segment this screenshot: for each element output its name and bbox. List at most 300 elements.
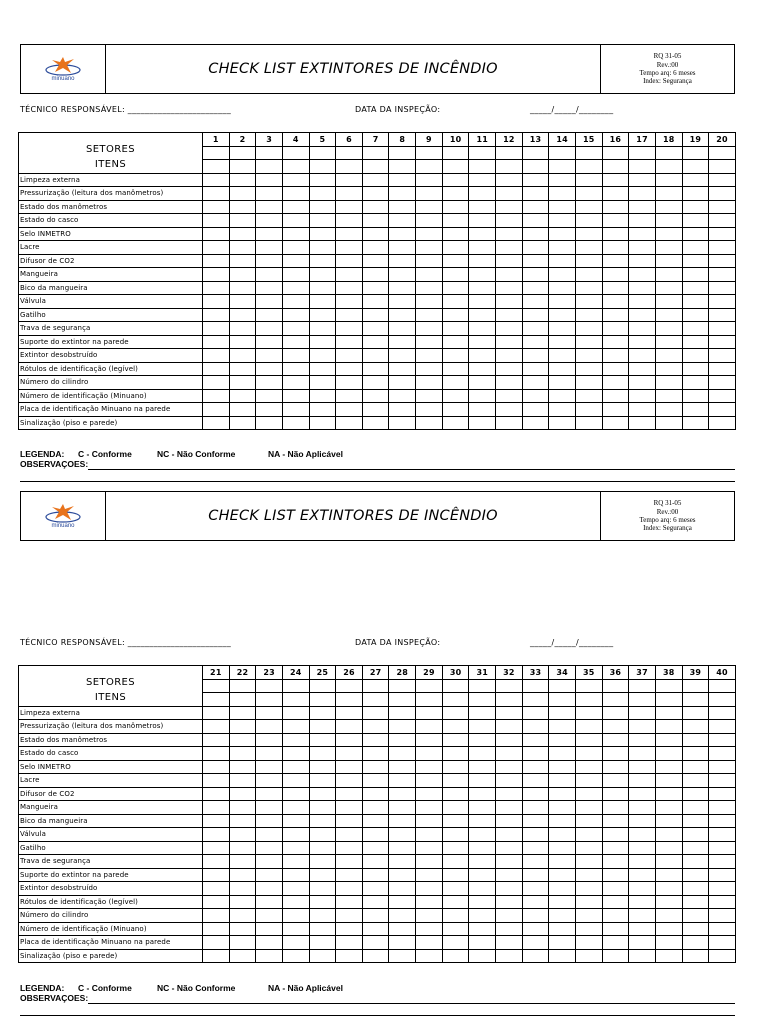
check-cell[interactable] [522,376,549,390]
check-cell[interactable] [549,922,576,936]
check-cell[interactable] [469,828,496,842]
check-cell[interactable] [682,801,709,815]
check-cell[interactable] [416,227,443,241]
check-cell[interactable] [655,855,682,869]
check-cell[interactable] [629,227,656,241]
sector-cell[interactable] [229,160,256,174]
check-cell[interactable] [336,895,363,909]
sector-cell[interactable] [416,693,443,707]
check-cell[interactable] [362,322,389,336]
check-cell[interactable] [362,733,389,747]
check-cell[interactable] [629,706,656,720]
check-cell[interactable] [203,774,230,788]
check-cell[interactable] [442,936,469,950]
check-cell[interactable] [309,416,336,430]
check-cell[interactable] [336,868,363,882]
check-cell[interactable] [655,909,682,923]
check-cell[interactable] [469,760,496,774]
check-cell[interactable] [229,295,256,309]
check-cell[interactable] [362,882,389,896]
check-cell[interactable] [282,733,309,747]
sector-cell[interactable] [629,160,656,174]
check-cell[interactable] [549,376,576,390]
check-cell[interactable] [682,841,709,855]
check-cell[interactable] [282,828,309,842]
check-cell[interactable] [256,855,283,869]
check-cell[interactable] [709,706,736,720]
check-cell[interactable] [709,949,736,963]
sector-cell[interactable] [389,160,416,174]
check-cell[interactable] [256,362,283,376]
check-cell[interactable] [442,706,469,720]
sector-cell[interactable] [602,146,629,160]
check-cell[interactable] [309,855,336,869]
check-cell[interactable] [602,362,629,376]
check-cell[interactable] [389,214,416,228]
check-cell[interactable] [549,254,576,268]
check-cell[interactable] [709,787,736,801]
observacoes-line[interactable] [20,1015,735,1016]
check-cell[interactable] [575,801,602,815]
check-cell[interactable] [575,841,602,855]
check-cell[interactable] [282,214,309,228]
check-cell[interactable] [389,295,416,309]
check-cell[interactable] [682,322,709,336]
check-cell[interactable] [549,774,576,788]
check-cell[interactable] [496,254,523,268]
sector-cell[interactable] [496,679,523,693]
check-cell[interactable] [655,268,682,282]
check-cell[interactable] [336,389,363,403]
check-cell[interactable] [336,376,363,390]
check-cell[interactable] [256,295,283,309]
check-cell[interactable] [336,747,363,761]
check-cell[interactable] [575,322,602,336]
check-cell[interactable] [496,801,523,815]
check-cell[interactable] [682,868,709,882]
check-cell[interactable] [389,909,416,923]
sector-cell[interactable] [362,679,389,693]
check-cell[interactable] [709,868,736,882]
check-cell[interactable] [496,936,523,950]
check-cell[interactable] [629,268,656,282]
check-cell[interactable] [442,308,469,322]
check-cell[interactable] [256,909,283,923]
check-cell[interactable] [629,187,656,201]
check-cell[interactable] [336,403,363,417]
check-cell[interactable] [655,801,682,815]
check-cell[interactable] [203,349,230,363]
check-cell[interactable] [709,895,736,909]
check-cell[interactable] [682,335,709,349]
check-cell[interactable] [309,841,336,855]
check-cell[interactable] [575,895,602,909]
check-cell[interactable] [389,241,416,255]
sector-cell[interactable] [709,146,736,160]
check-cell[interactable] [682,787,709,801]
check-cell[interactable] [442,335,469,349]
check-cell[interactable] [389,855,416,869]
check-cell[interactable] [309,173,336,187]
check-cell[interactable] [522,774,549,788]
check-cell[interactable] [709,241,736,255]
check-cell[interactable] [469,389,496,403]
check-cell[interactable] [309,187,336,201]
check-cell[interactable] [575,295,602,309]
check-cell[interactable] [282,720,309,734]
sector-cell[interactable] [336,160,363,174]
check-cell[interactable] [229,868,256,882]
check-cell[interactable] [602,281,629,295]
check-cell[interactable] [362,335,389,349]
check-cell[interactable] [416,922,443,936]
check-cell[interactable] [655,403,682,417]
check-cell[interactable] [602,376,629,390]
check-cell[interactable] [709,227,736,241]
check-cell[interactable] [575,200,602,214]
check-cell[interactable] [496,416,523,430]
check-cell[interactable] [469,173,496,187]
check-cell[interactable] [336,281,363,295]
check-cell[interactable] [496,241,523,255]
check-cell[interactable] [575,747,602,761]
check-cell[interactable] [256,733,283,747]
check-cell[interactable] [203,787,230,801]
check-cell[interactable] [256,895,283,909]
sector-cell[interactable] [522,160,549,174]
check-cell[interactable] [575,241,602,255]
check-cell[interactable] [682,281,709,295]
check-cell[interactable] [389,200,416,214]
check-cell[interactable] [496,173,523,187]
check-cell[interactable] [496,841,523,855]
check-cell[interactable] [602,187,629,201]
check-cell[interactable] [709,268,736,282]
check-cell[interactable] [575,855,602,869]
check-cell[interactable] [496,227,523,241]
check-cell[interactable] [309,814,336,828]
check-cell[interactable] [655,173,682,187]
check-cell[interactable] [362,760,389,774]
check-cell[interactable] [682,828,709,842]
check-cell[interactable] [336,720,363,734]
check-cell[interactable] [602,416,629,430]
check-cell[interactable] [416,187,443,201]
observacoes-line[interactable] [88,469,735,470]
check-cell[interactable] [602,254,629,268]
check-cell[interactable] [229,936,256,950]
check-cell[interactable] [416,760,443,774]
sector-cell[interactable] [682,160,709,174]
check-cell[interactable] [549,281,576,295]
check-cell[interactable] [309,733,336,747]
sector-cell[interactable] [575,160,602,174]
sector-cell[interactable] [549,679,576,693]
check-cell[interactable] [575,254,602,268]
check-cell[interactable] [682,895,709,909]
check-cell[interactable] [522,173,549,187]
check-cell[interactable] [282,706,309,720]
check-cell[interactable] [203,187,230,201]
check-cell[interactable] [282,322,309,336]
check-cell[interactable] [282,281,309,295]
check-cell[interactable] [602,173,629,187]
check-cell[interactable] [282,227,309,241]
data-inspecao-field[interactable]: _____/_____/________ [530,638,614,647]
check-cell[interactable] [282,241,309,255]
check-cell[interactable] [442,214,469,228]
check-cell[interactable] [629,774,656,788]
check-cell[interactable] [602,814,629,828]
check-cell[interactable] [655,922,682,936]
sector-cell[interactable] [416,679,443,693]
check-cell[interactable] [362,241,389,255]
check-cell[interactable] [282,814,309,828]
check-cell[interactable] [389,322,416,336]
check-cell[interactable] [655,295,682,309]
check-cell[interactable] [682,349,709,363]
check-cell[interactable] [362,173,389,187]
sector-cell[interactable] [629,693,656,707]
check-cell[interactable] [389,187,416,201]
check-cell[interactable] [602,909,629,923]
check-cell[interactable] [682,936,709,950]
check-cell[interactable] [496,706,523,720]
check-cell[interactable] [549,733,576,747]
check-cell[interactable] [203,295,230,309]
check-cell[interactable] [416,801,443,815]
sector-cell[interactable] [229,679,256,693]
check-cell[interactable] [655,841,682,855]
check-cell[interactable] [655,760,682,774]
check-cell[interactable] [416,295,443,309]
check-cell[interactable] [682,187,709,201]
check-cell[interactable] [282,882,309,896]
check-cell[interactable] [442,814,469,828]
check-cell[interactable] [549,227,576,241]
check-cell[interactable] [362,376,389,390]
check-cell[interactable] [709,416,736,430]
check-cell[interactable] [709,376,736,390]
check-cell[interactable] [309,774,336,788]
check-cell[interactable] [522,747,549,761]
check-cell[interactable] [522,801,549,815]
check-cell[interactable] [522,322,549,336]
check-cell[interactable] [282,335,309,349]
check-cell[interactable] [496,335,523,349]
check-cell[interactable] [469,720,496,734]
check-cell[interactable] [522,214,549,228]
check-cell[interactable] [522,335,549,349]
sector-cell[interactable] [496,146,523,160]
check-cell[interactable] [256,268,283,282]
sector-cell[interactable] [256,160,283,174]
check-cell[interactable] [575,349,602,363]
check-cell[interactable] [496,774,523,788]
check-cell[interactable] [522,308,549,322]
check-cell[interactable] [362,787,389,801]
check-cell[interactable] [522,787,549,801]
check-cell[interactable] [416,416,443,430]
check-cell[interactable] [256,173,283,187]
check-cell[interactable] [442,295,469,309]
check-cell[interactable] [522,362,549,376]
check-cell[interactable] [416,909,443,923]
sector-cell[interactable] [282,693,309,707]
check-cell[interactable] [655,389,682,403]
sector-cell[interactable] [682,679,709,693]
check-cell[interactable] [469,882,496,896]
sector-cell[interactable] [309,693,336,707]
check-cell[interactable] [496,322,523,336]
check-cell[interactable] [309,760,336,774]
sector-cell[interactable] [389,679,416,693]
check-cell[interactable] [229,254,256,268]
check-cell[interactable] [203,909,230,923]
check-cell[interactable] [549,389,576,403]
check-cell[interactable] [416,200,443,214]
sector-cell[interactable] [629,146,656,160]
check-cell[interactable] [682,706,709,720]
check-cell[interactable] [522,187,549,201]
check-cell[interactable] [549,747,576,761]
check-cell[interactable] [416,349,443,363]
check-cell[interactable] [442,362,469,376]
check-cell[interactable] [682,200,709,214]
check-cell[interactable] [362,949,389,963]
check-cell[interactable] [522,760,549,774]
check-cell[interactable] [336,349,363,363]
check-cell[interactable] [229,187,256,201]
check-cell[interactable] [709,322,736,336]
check-cell[interactable] [229,720,256,734]
check-cell[interactable] [256,335,283,349]
check-cell[interactable] [522,895,549,909]
check-cell[interactable] [655,214,682,228]
check-cell[interactable] [602,949,629,963]
check-cell[interactable] [442,200,469,214]
check-cell[interactable] [256,868,283,882]
sector-cell[interactable] [549,146,576,160]
check-cell[interactable] [496,909,523,923]
check-cell[interactable] [442,855,469,869]
check-cell[interactable] [682,295,709,309]
check-cell[interactable] [496,268,523,282]
check-cell[interactable] [469,801,496,815]
data-inspecao-field[interactable]: _____/_____/________ [530,105,614,114]
check-cell[interactable] [282,895,309,909]
check-cell[interactable] [682,855,709,869]
check-cell[interactable] [442,828,469,842]
check-cell[interactable] [709,254,736,268]
check-cell[interactable] [575,868,602,882]
check-cell[interactable] [389,814,416,828]
tecnico-field[interactable]: TÉCNICO RESPONSÁVEL: ________________________ [20,638,232,647]
sector-cell[interactable] [362,160,389,174]
check-cell[interactable] [416,895,443,909]
check-cell[interactable] [682,376,709,390]
check-cell[interactable] [549,855,576,869]
check-cell[interactable] [602,349,629,363]
check-cell[interactable] [549,868,576,882]
check-cell[interactable] [389,416,416,430]
check-cell[interactable] [229,733,256,747]
check-cell[interactable] [469,349,496,363]
check-cell[interactable] [362,774,389,788]
check-cell[interactable] [549,895,576,909]
check-cell[interactable] [682,214,709,228]
check-cell[interactable] [549,936,576,950]
check-cell[interactable] [575,281,602,295]
check-cell[interactable] [549,416,576,430]
sector-cell[interactable] [496,160,523,174]
sector-cell[interactable] [203,160,230,174]
check-cell[interactable] [709,349,736,363]
check-cell[interactable] [362,936,389,950]
check-cell[interactable] [389,949,416,963]
check-cell[interactable] [709,814,736,828]
check-cell[interactable] [442,882,469,896]
check-cell[interactable] [309,241,336,255]
check-cell[interactable] [416,720,443,734]
check-cell[interactable] [575,706,602,720]
check-cell[interactable] [655,241,682,255]
check-cell[interactable] [442,173,469,187]
check-cell[interactable] [256,322,283,336]
check-cell[interactable] [629,416,656,430]
check-cell[interactable] [522,403,549,417]
check-cell[interactable] [709,200,736,214]
sector-cell[interactable] [655,693,682,707]
check-cell[interactable] [256,841,283,855]
check-cell[interactable] [416,173,443,187]
check-cell[interactable] [549,841,576,855]
check-cell[interactable] [629,828,656,842]
check-cell[interactable] [709,936,736,950]
check-cell[interactable] [336,814,363,828]
check-cell[interactable] [549,828,576,842]
check-cell[interactable] [496,855,523,869]
check-cell[interactable] [309,322,336,336]
check-cell[interactable] [682,268,709,282]
sector-cell[interactable] [362,693,389,707]
check-cell[interactable] [469,895,496,909]
check-cell[interactable] [602,733,629,747]
check-cell[interactable] [602,335,629,349]
check-cell[interactable] [442,909,469,923]
check-cell[interactable] [602,895,629,909]
check-cell[interactable] [602,747,629,761]
check-cell[interactable] [282,173,309,187]
check-cell[interactable] [709,281,736,295]
check-cell[interactable] [309,349,336,363]
check-cell[interactable] [416,828,443,842]
check-cell[interactable] [229,814,256,828]
check-cell[interactable] [389,922,416,936]
check-cell[interactable] [416,747,443,761]
sector-cell[interactable] [549,160,576,174]
sector-cell[interactable] [282,679,309,693]
check-cell[interactable] [496,362,523,376]
sector-cell[interactable] [709,679,736,693]
check-cell[interactable] [549,349,576,363]
check-cell[interactable] [203,801,230,815]
check-cell[interactable] [336,909,363,923]
check-cell[interactable] [362,868,389,882]
check-cell[interactable] [362,268,389,282]
check-cell[interactable] [309,895,336,909]
check-cell[interactable] [629,281,656,295]
